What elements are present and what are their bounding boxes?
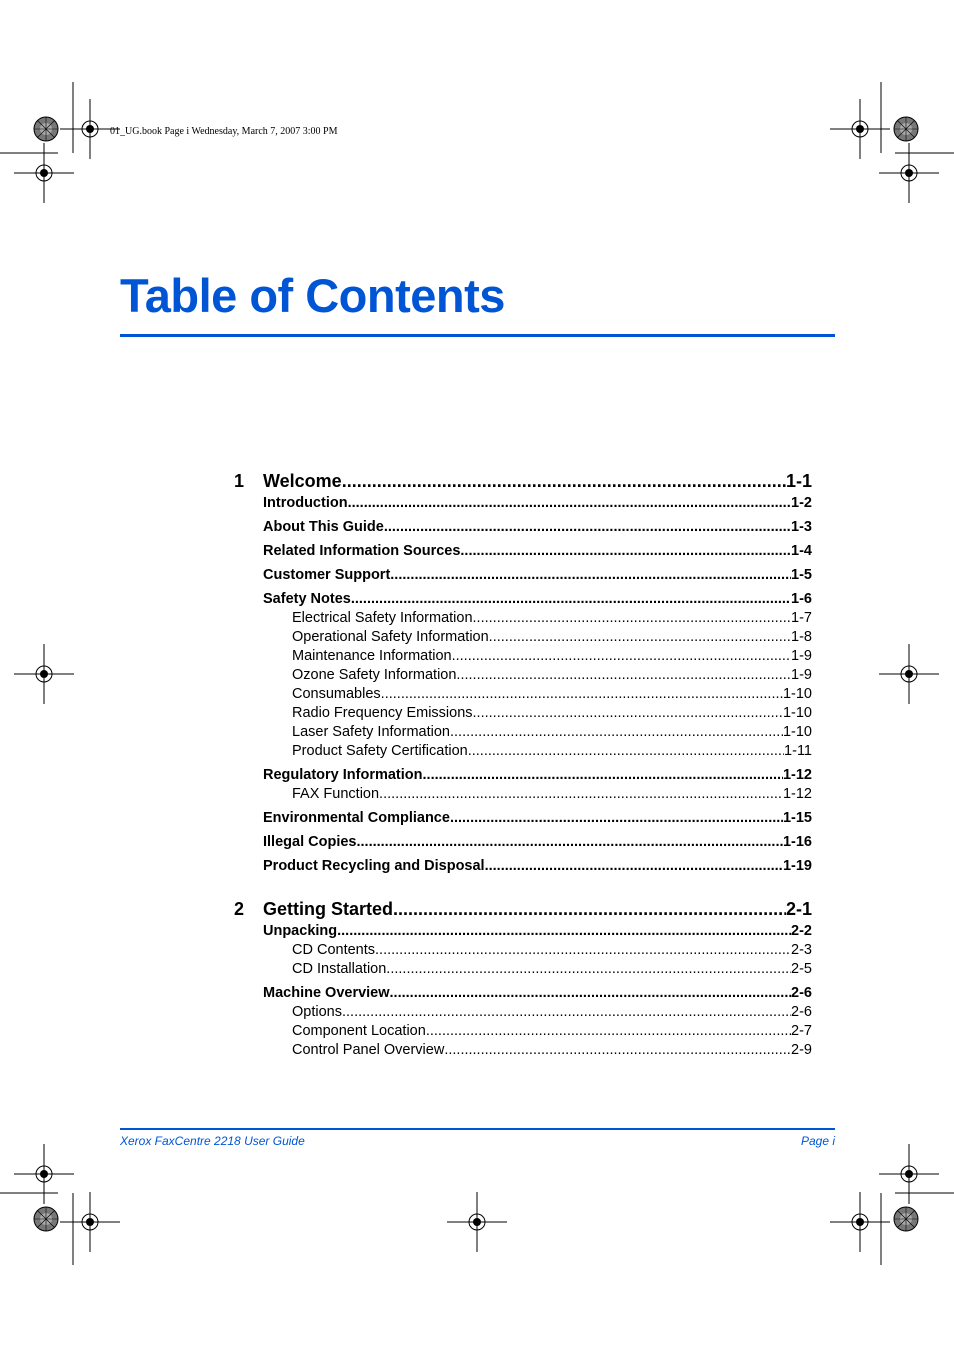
subsection-page: 1-12: [782, 786, 812, 802]
section-title: Safety Notes: [263, 591, 351, 607]
footer-page-number: Page i: [800, 1134, 835, 1148]
section-title: Product Recycling and Disposal: [263, 858, 485, 874]
chapter-number: 1: [234, 471, 245, 491]
subsection-page: 1-8: [791, 629, 812, 645]
section-title: About This Guide: [263, 519, 384, 535]
subsection-title: Laser Safety Information: [292, 724, 450, 740]
subsection-title: Product Safety Certification: [292, 743, 468, 759]
subsection-page: 1-9: [791, 648, 812, 664]
registration-target-mark: [14, 1144, 74, 1204]
subsection-page: 1-10: [782, 724, 812, 740]
subsection-title: Electrical Safety Information: [292, 610, 473, 626]
section-page: 1-2: [791, 495, 812, 511]
subsection-title: CD Installation: [292, 961, 387, 977]
subsection-page: 2-3: [791, 942, 812, 958]
section-page: 1-16: [782, 834, 812, 850]
section-page: 1-6: [791, 591, 812, 607]
registration-target-mark: [14, 644, 74, 704]
subsection-title: Maintenance Information: [292, 648, 452, 664]
subsection-title: FAX Function: [292, 786, 380, 802]
chapter-number: 2: [234, 899, 245, 919]
section-title: Machine Overview: [263, 985, 390, 1001]
section-page: 2-6: [791, 985, 812, 1001]
registration-target-mark: [879, 143, 939, 203]
chapter-page: 1-1: [785, 471, 812, 491]
subsection-page: 1-10: [782, 705, 812, 721]
chapter-page: 2-1: [785, 899, 812, 919]
section-page: 1-19: [782, 858, 812, 874]
section-page: 1-4: [791, 543, 812, 559]
section-title: Customer Support: [263, 567, 391, 583]
subsection-page: 1-11: [784, 743, 812, 759]
footer-document-title: Xerox FaxCentre 2218 User Guide: [120, 1134, 305, 1148]
page-title: Table of Contents: [120, 269, 505, 322]
section-title: Environmental Compliance: [263, 810, 450, 826]
section-title: Regulatory Information: [263, 767, 423, 783]
subsection-title: Operational Safety Information: [292, 629, 489, 645]
registration-target-mark: [447, 1192, 507, 1252]
section-page: 2-2: [791, 923, 812, 939]
registration-star-mark: [34, 117, 58, 141]
subsection-title: Ozone Safety Information: [292, 667, 457, 683]
registration-target-mark: [60, 99, 120, 159]
subsection-page: 1-9: [791, 667, 812, 683]
subsection-page: 2-7: [791, 1023, 812, 1039]
subsection-page: 2-6: [791, 1004, 812, 1020]
subsection-title: Options: [292, 1004, 342, 1020]
section-page: 1-3: [791, 519, 812, 535]
registration-star-mark: [894, 117, 918, 141]
chapter-title: Getting Started: [263, 899, 394, 919]
section-title: Introduction: [263, 495, 348, 511]
registration-star-mark: [894, 1207, 918, 1231]
section-page: 1-15: [782, 810, 812, 826]
subsection-title: Radio Frequency Emissions: [292, 705, 473, 721]
registration-target-mark: [879, 644, 939, 704]
section-title: Related Information Sources: [263, 543, 461, 559]
subsection-page: 1-10: [782, 686, 812, 702]
section-page: 1-12: [782, 767, 812, 783]
section-title: Illegal Copies: [263, 834, 357, 850]
section-title: Unpacking: [263, 923, 338, 939]
section-page: 1-5: [791, 567, 812, 583]
subsection-title: Component Location: [292, 1023, 426, 1039]
subsection-title: Control Panel Overview: [292, 1042, 445, 1058]
registration-target-mark: [879, 1144, 939, 1204]
subsection-page: 2-9: [791, 1042, 812, 1058]
subsection-title: Consumables: [292, 686, 381, 702]
registration-target-mark: [60, 1192, 120, 1252]
subsection-title: CD Contents: [292, 942, 376, 958]
subsection-page: 1-7: [791, 610, 812, 626]
subsection-page: 2-5: [791, 961, 812, 977]
registration-target-mark: [14, 143, 74, 203]
print-slug: 01_UG.book Page i Wednesday, March 7, 2007 3:00 PM: [110, 126, 338, 137]
registration-star-mark: [34, 1207, 58, 1231]
chapter-title: Welcome: [263, 471, 342, 491]
